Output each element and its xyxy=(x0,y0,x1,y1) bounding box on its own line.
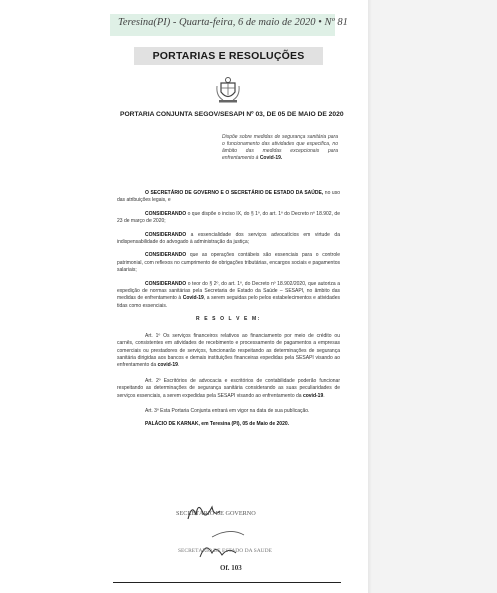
considerando-3-bold: CONSIDERANDO xyxy=(145,252,187,259)
considerando-1-bold: CONSIDERANDO xyxy=(145,210,187,217)
ementa-text: Dispõe sobre medidas de segurança sanitária para o funcionamento das atividades que especifica, no âmbito das medidas excepcionais para enfrentamento à xyxy=(222,134,338,162)
considerando-4 xyxy=(117,281,340,311)
considerando-4-covid: Covid-19 xyxy=(182,295,204,302)
considerando-1 xyxy=(117,211,340,226)
article-1-end: . xyxy=(177,362,180,369)
signature-label-governo: SECRETÁRIO DE GOVERNO xyxy=(176,510,256,517)
palacio-line xyxy=(117,421,340,428)
considerando-2 xyxy=(117,232,340,247)
article-1-text: Art. 1º Os serviços financeiros relativos ao financiamento por meio de crédito ou carnês, consistentes em atividades de recebimento e processamento de pagamentos a empresas comerciais ou prestadores de serviços, funcionarão respeitando as determinações de segurança sanitária dirigidas aos bancos e demais instituições financeiras expedidas pela SESAPI visando ao enfrentamento da xyxy=(117,332,340,369)
article-2 xyxy=(117,378,340,400)
article-1-covid: covid-19 xyxy=(157,362,178,369)
intro-paragraph xyxy=(117,190,340,205)
coat-of-arms-icon xyxy=(215,76,241,104)
portaria-title: PORTARIA CONJUNTA SEGOV/SESAPI Nº 03, DE 05 DE MAIO DE 2020 xyxy=(120,111,344,118)
considerando-4-text-end: , a serem seguidas pelo pelos estabelecimentos e atividades tidas como essenciais. xyxy=(117,295,340,309)
section-title: PORTARIAS E RESOLUÇÕES xyxy=(152,50,305,62)
article-2-end: . xyxy=(323,392,325,399)
article-2-covid: covid-19 xyxy=(302,392,324,399)
considerando-3 xyxy=(117,252,340,274)
considerando-3-text: que as operações contábeis são essenciais para o controle patrimonial, com reflexos no cumprimento de obrigações tributárias, encargos sociais e pagamentos salariais; xyxy=(117,252,340,274)
article-1 xyxy=(117,333,340,370)
ementa-covid: Covid-19. xyxy=(259,155,283,162)
considerando-1-text: o que dispõe o inciso IX, do § 1º, do art. 1º do Decreto nº 18.902, de 23 de março de 2020; xyxy=(117,210,340,225)
section-header-bar xyxy=(134,47,323,65)
oficio-number: Of. 103 xyxy=(220,564,242,572)
considerando-4-bold: CONSIDERANDO xyxy=(145,280,187,287)
considerando-2-text: a essencialidade dos serviços advocatícios em virtude da indispensabilidade do advogado à administração da justiça; xyxy=(117,231,340,246)
intro-bold: O SECRETÁRIO DE GOVERNO E O SECRETÁRIO DE ESTADO DA SAÚDE, xyxy=(145,190,324,196)
considerando-2-bold: CONSIDERANDO xyxy=(145,231,187,238)
article-2-text: Art. 2º Escritórios de advocacia e escritórios de contabilidade poderão funcionar respeitando as determinações de segurança sanitária considerando as suas peculiaridades de serviços essenciais, a serem expedidas pela SESAPI visando ao enfrentamento da xyxy=(117,377,340,399)
resolvem-heading: R E S O L V E M: xyxy=(196,316,261,323)
viewer-background xyxy=(372,0,497,593)
article-3: Art. 3º Esta Portaria Conjunta entrará em vigor na data de sua publicação. xyxy=(145,407,310,414)
signature-label-saude: SECRETÁRIO DE ESTADO DA SAÚDE xyxy=(178,548,272,554)
ementa xyxy=(222,134,338,162)
bottom-rule xyxy=(113,582,341,583)
considerando-4-text: o teor do § 2º, do art. 1º, do Decreto nº 18.902/2020, que autoriza a expedição de normas sanitárias pela Secretaria de Estado da Saúde – SESAPI, no âmbito das medidas de enfrentamento à xyxy=(117,280,340,302)
palacio-text: PALÁCIO DE KARNAK, em Teresina (PI), 05 de Maio de 2020. xyxy=(145,421,290,428)
intro-text: no uso das atribuições legais, e xyxy=(117,190,340,204)
portaria-body xyxy=(117,190,340,435)
diario-header-text: Teresina(PI) - Quarta-feira, 6 de maio de 2020 • Nº 81 xyxy=(118,17,348,28)
